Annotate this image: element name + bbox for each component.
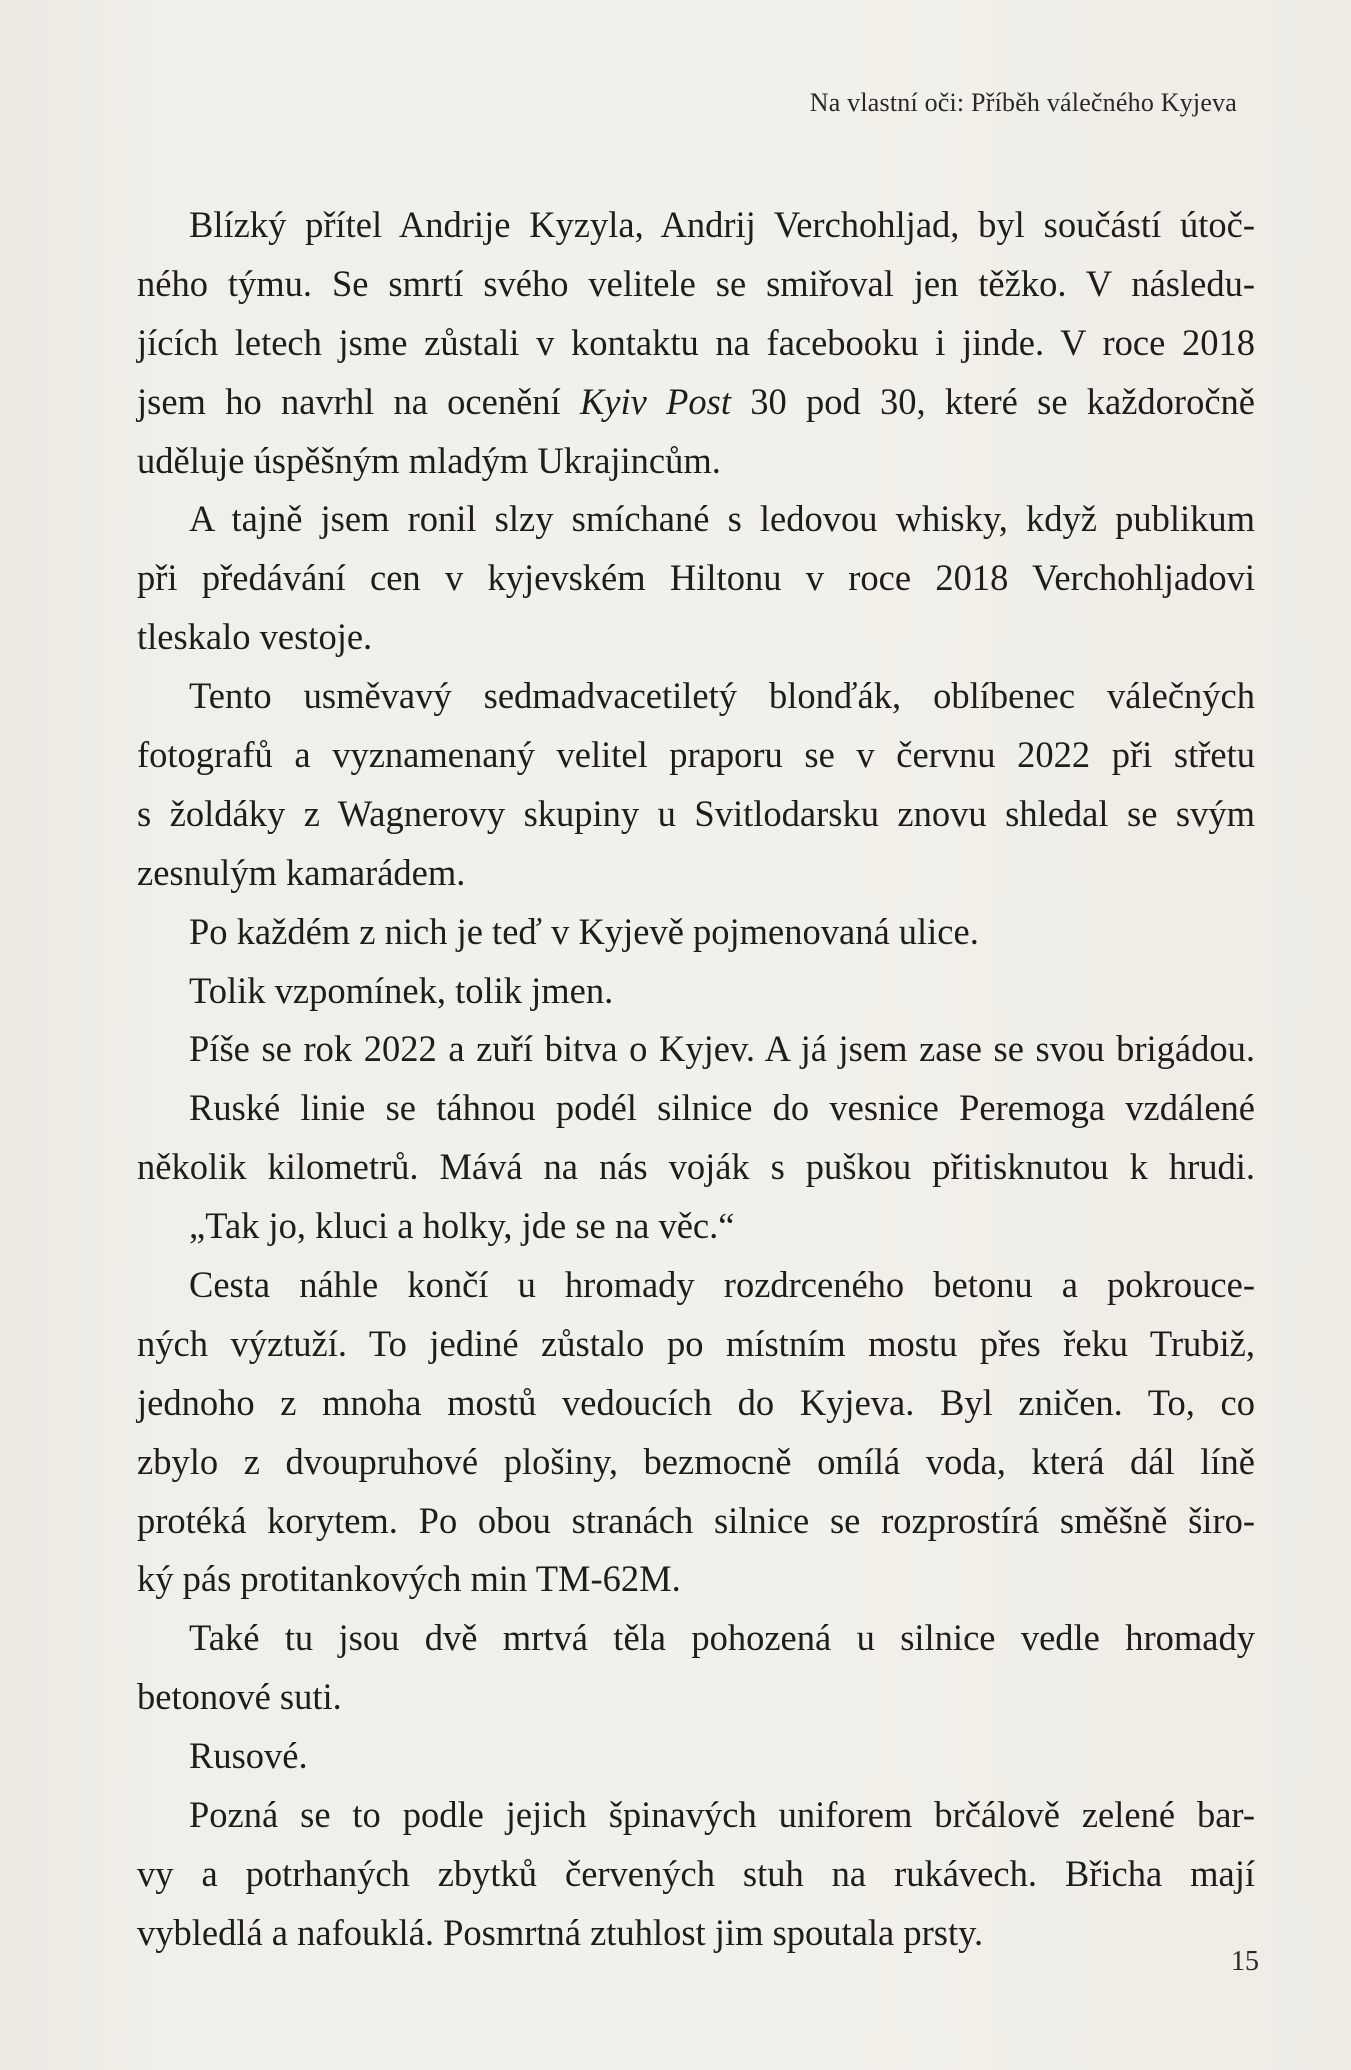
text-line: při předávání cen v kyjevském Hiltonu v roce 2018 Verchohljadovi: [137, 557, 1255, 599]
text-line: s žoldáky z Wagnerovy skupiny u Svitlodarsku znovu shledal se svým: [137, 792, 1255, 834]
text-line: Tolik vzpomínek, tolik jmen.: [189, 969, 614, 1011]
text-line: Také tu jsou dvě mrtvá těla pohozená u silnice vedle hromady: [189, 1617, 1255, 1659]
text-line: ných výztuží. To jediné zůstalo po místním mostu přes řeku Trubiž,: [137, 1322, 1255, 1364]
text-line: jednoho z mnoha mostů vedoucích do Kyjeva. Byl zničen. To, co: [137, 1381, 1255, 1423]
body-text: [137, 196, 1255, 1963]
text-line: protéká korytem. Po obou stranách silnice se rozprostírá směšně širo-: [137, 1499, 1255, 1541]
text-line: Po každém z nich je teď v Kyjevě pojmenovaná ulice.: [189, 910, 979, 952]
text-line: Cesta náhle končí u hromady rozdrceného betonu a pokrouce-: [189, 1264, 1255, 1306]
text-line: vybledlá a nafouklá. Posmrtná ztuhlost jim spoutala prsty.: [137, 1911, 984, 1953]
text-line: Ruské linie se táhnou podél silnice do vesnice Peremoga vzdálené: [189, 1087, 1255, 1129]
text-line: Pozná se to podle jejich špinavých uniforem brčálově zelené bar-: [189, 1794, 1255, 1836]
text-line: „Tak jo, kluci a holky, jde se na věc.“: [189, 1205, 735, 1247]
text-line: uděluje úspěšným mladým Ukrajincům.: [137, 439, 721, 481]
text-line: několik kilometrů. Mává na nás voják s puškou přitisknutou k hrudi.: [137, 1146, 1255, 1188]
text-line: A tajně jsem ronil slzy smíchané s ledovou whisky, když publikum: [189, 498, 1255, 540]
text-line: fotografů a vyznamenaný velitel praporu se v červnu 2022 při střetu: [137, 734, 1255, 776]
text-line: vy a potrhaných zbytků červených stuh na rukávech. Břicha mají: [137, 1852, 1255, 1894]
text-line: jících letech jsme zůstali v kontaktu na facebooku i jinde. V roce 2018: [137, 321, 1255, 363]
page-number: 15: [1231, 1946, 1259, 1977]
text-line: Tento usměvavý sedmadvacetiletý blonďák, oblíbenec válečných: [189, 675, 1255, 717]
text-line: jsem ho navrhl na ocenění Kyiv Post 30 pod 30, které se každoročně: [137, 380, 1255, 422]
running-head: Na vlastní oči: Příběh válečného Kyjeva: [809, 88, 1237, 117]
text-line: zbylo z dvoupruhové plošiny, bezmocně omílá voda, která dál líně: [137, 1440, 1255, 1482]
text-line: zesnulým kamarádem.: [137, 851, 466, 893]
text-line: betonové suti.: [137, 1676, 342, 1718]
text-line: ného týmu. Se smrtí svého velitele se smiřoval jen těžko. V následu-: [137, 262, 1255, 304]
text-line: ký pás protitankových min TM-62M.: [137, 1558, 681, 1600]
text-line: Píše se rok 2022 a zuří bitva o Kyjev. A já jsem zase se svou brigádou.: [189, 1028, 1255, 1070]
text-line: tleskalo vestoje.: [137, 616, 373, 658]
text-line: Rusové.: [189, 1735, 308, 1777]
text-line: Blízký přítel Andrije Kyzyla, Andrij Verchohljad, byl součástí útoč-: [189, 204, 1255, 245]
